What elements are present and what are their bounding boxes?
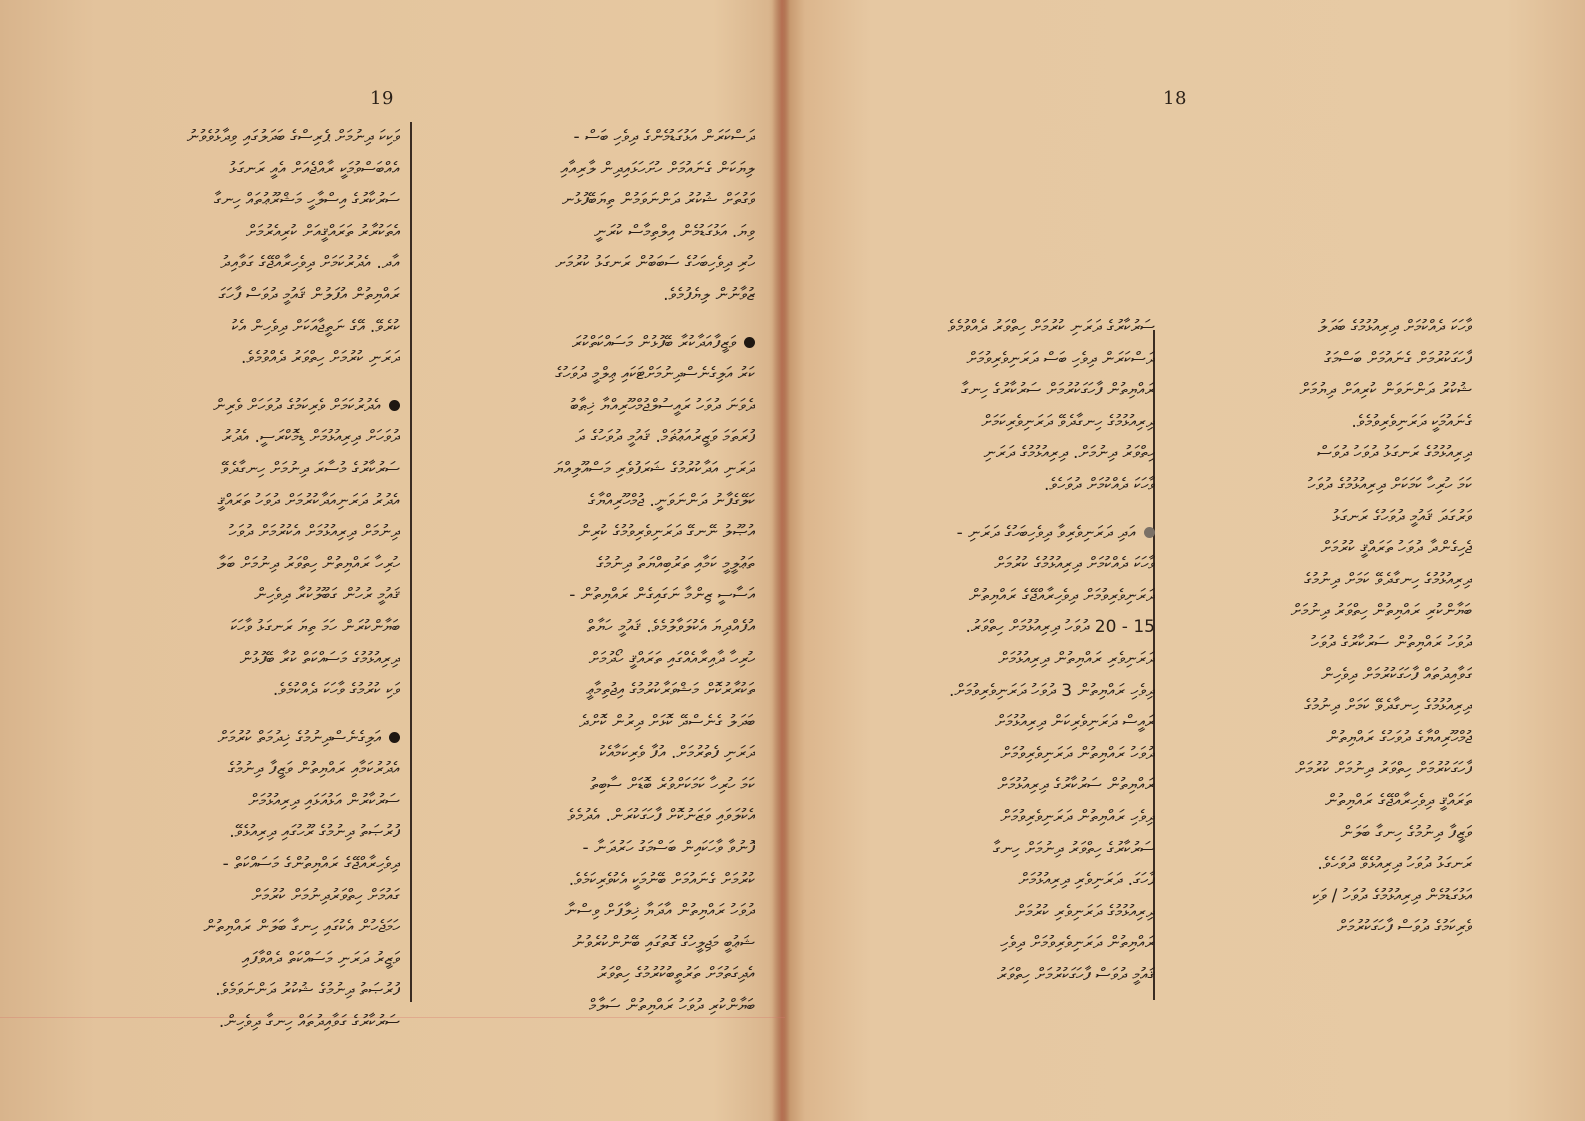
left-page-right-column <box>420 122 755 1023</box>
text-line: ދިރިއުޅުމުގެ މަސައްކަތް ކުރާ ބޭފުޅުން <box>239 648 400 669</box>
text-line: ދަރަނި ފެތުރުމަށް. އުފާ ވެރިކަމާއެކު <box>599 743 755 764</box>
bullet-icon <box>744 337 755 348</box>
text-line: ގެނައުމަކީ ދަރަނިވެރިވުމެވެ. <box>1351 411 1472 432</box>
right-page <box>785 0 1585 1121</box>
text-line: ވާހަކަ ދެއްކުމަށް ދިރިއުޅުމުގެ ކުރުމަށް <box>994 554 1155 575</box>
text-line: ޝުކުރު ދަންނަވަން ކުރިއަށް ދިޔުމަށް <box>1299 380 1472 401</box>
text-line: ރައްޔިތުން އުފަލުން ޤައުމީ ދުވަސް ފާހަގަ <box>218 284 400 305</box>
text-line: ޤައުމީ ރުހުން ގަބޫލުކުރާ ދިވެހިން <box>254 585 400 606</box>
text-line: ދިރިއުޅުމުގެ ރަނގަޅު ދުވަހު ދުވަސް <box>1316 443 1472 464</box>
page-number-left: 19 <box>370 88 394 109</box>
text-line: ކަމަ ހުރިހާ ކަމަކަށްވުރެ ބޮޑަށް ސާބިތު <box>590 774 755 795</box>
page-number-right: 18 <box>1163 88 1187 109</box>
bullet-icon <box>1144 527 1155 538</box>
right-page-right-column <box>1162 312 1472 944</box>
text-line: ހުރިހާ ދާއިރާއެއްގައި ތަރައްޤީ ހޯދުމަށް <box>588 648 755 669</box>
text-line: ކަރު އަލިގެނެސްދިނުމަށްޓަކައި ޢިލްމީ ދުވަހުގެ <box>555 364 755 385</box>
text-line: ދިރިއުޅުމުގެ ހިނގާދެވޭ ކަމަށް ދިނުމުގެ <box>1304 696 1472 717</box>
text-line: ދަރަނި ކުރުމަށް ހިތްވަރު ދެއްވުމެވެ. <box>241 348 400 369</box>
right-page-left-column <box>865 312 1155 991</box>
text-line: ފުރަތަމަ ވަޒީރުއަޢުޡަމް. ޤައުމީ ދުވަހުގެ ދަ <box>575 427 755 448</box>
text-line: ދިރިއުޅުމުގެ ދަރަނިވެރި ކުރުމަށް <box>1014 901 1155 922</box>
text-line: ފުރުޞަތު ދިނުމުގެ ޝުކުރު ދަންނަވަމެވެ. <box>215 980 400 1001</box>
text-line: ޝަޢުބީ މަޖިލީހުގެ ގޮތުގައި ބޭނުންކުރެވުނު <box>572 932 755 953</box>
text-line: ދަރަނި އަދާކުރުމުގެ ޝަރަފުވެރި މަސްއޫލިއްޔަ <box>553 458 755 479</box>
text-line: ވާހަކަ ދެއްކުމަށް ދުވަހެވެ. <box>1044 474 1155 495</box>
text-line: ރައްޔިތުން ދަރަނިވެރިވުމަށް ދިވެހި <box>1000 933 1155 954</box>
text-line: ބަޔާންކުރި ދުވަހު ރައްޔިތުން ސަލާމް <box>588 996 755 1017</box>
text-line: ދުވަހު ރައްޔިތުން ދަރަނިވެރިވުމަށް <box>1000 743 1155 764</box>
text-line: ދަރަނިވެރި ރައްޔިތުން ދިރިއުޅުމަށް <box>998 648 1155 669</box>
text-line: ސަރުކާރުގެ ދަރަނި ކުރުމަށް ހިތްވަރު ދެއްވުމެވެ <box>947 317 1155 337</box>
text-line: ދުވަހަށް ދިރިއުޅުމަށް ޑިމޮކްރަސީ. އެދުރު <box>221 427 400 448</box>
text-line: އުފެއްދިޔަ އެކުލަވާލުމެވެ. ޤައުމީ ހަޔާތް <box>586 616 755 637</box>
text-line: ސަރުކާރުގެ ގަވާއިދުތައް ހިނގާ ދިވެހިން. <box>218 1012 400 1033</box>
text-line: ދުވަހު ރައްޔިތުން އާދަޔާ ޚިލާފަށް ވިސްނާ <box>564 901 755 922</box>
text-line: ބަޔާންކުރަން ހަމަ ތިޔަ ރަނގަޅު ވާހަކަ <box>230 616 400 637</box>
text-line: ލިޔަކަން ގެނައުމަށް ހުށަހަޅައިދިން ލާރިއާއި <box>560 158 755 179</box>
text-line: ފާހަގަކުރުމަށް ހިތްވަރު ދިނުމަށް ކުރުމަށް <box>1295 759 1472 780</box>
text-line: ތަރައްޤީ ދިވެހިރާއްޖޭގެ ރައްޔިތުން <box>1325 790 1472 811</box>
text-line: އެއްބަސްވުމަކީ ރާއްޖެއަށް އެއީ ރަނގަޅު <box>229 158 400 179</box>
text-line: ހިތްވަރު ދިނުމަށް. ދިރިއުޅުމުގެ ދަރަނި <box>983 443 1155 464</box>
bullet-icon <box>389 400 400 411</box>
text-line: އަޅުގަޑުމެން ދިރިއުޅުމުގެ ދުވަހު / ވަކި <box>1312 885 1472 906</box>
text-line: ސަރުކާރުން އަޅުއަޅައި ދިރިއުޅުމަށް <box>248 790 400 811</box>
text-line: ގަވާއިދުތައް ފާހަގަކުރުމަށް ދިވެހިން <box>1321 664 1472 685</box>
text-line: ފޮނުވާ ވާހަކައިން ބަސްމަގު ހަރުދަނާ - <box>582 838 755 859</box>
text-line: ދިރިއުޅުމުގެ ހިނގާދެވޭ ކަމަށް ދިނުމުގެ <box>1304 569 1472 590</box>
text-line: ވަކި ކުރުމުގެ ވާހަކަ ދެއްކުމެވެ. <box>272 680 400 701</box>
text-line: ކަމަ ހުރިހާ ކަމަކަށް ދިރިއުޅުމުގެ ދުވަހު <box>1307 474 1472 495</box>
text-line: ރައްޔިތުން ސަރުކާރުގެ ދިރިއުޅުމަށް <box>997 775 1155 796</box>
text-line: އެދުރުކަމާއި ރައްޔިތުން ވަޒީފާ ދިނުމުގެ <box>227 759 400 780</box>
text-line: ވަގުތަށް ޝުކުރު ދަންނަވަމުން ތިޔަބޭފުޅުނ <box>562 190 755 211</box>
text-line: ހަމަޖެހުން އެކުގައި ހިނގާ ބަލަން ރައްޔިތުން <box>203 917 400 938</box>
text-line: އާދ. އެދުރުކަމަށް ދިވެހިރާއްޖޭގެ ގަވާއިދު <box>220 253 400 274</box>
text-line: ބަޔާންކުރި ރައްޔިތުން ހިތްވަރު ދިނުމަށް <box>1290 601 1472 622</box>
text-line: ދިވެހި ރައްޔިތުން ދަރަނިވެރިވުމަށް <box>1000 806 1155 827</box>
text-line: އަދި ދަރަނިވެރިވާ ދިވެހިބަހުގެ ދަރަނި - <box>865 518 1155 550</box>
paragraph-gap <box>865 502 1155 518</box>
text-line: ޖެހިގެންދާ ދުވަހު ތަރައްޤީ ކުރުމަށް <box>1320 538 1472 559</box>
text-line: ދިރިއުޅުމުގެ ހިނގާދެވޭ ދަރަނިވެރިކަމަށް <box>981 411 1155 432</box>
bullet-icon <box>389 732 400 743</box>
text-line: އެތަކުރާރު ތަރައްޤީއަށް ކުރިއެރުމަށް <box>245 221 400 242</box>
text-line: ދިވެހިރާއްޖޭގެ ރައްޔިތުންގެ މަސައްކަތް - <box>222 854 400 875</box>
text-line: ގައުމަށް ހިތްވަރުދިނުމަށް ކުރުމަށް <box>251 885 400 906</box>
text-line: އެކުލަވައި ވަޒަނުކޮށް ފާހަގަކުރަން. އެދުމެވެ <box>567 806 755 827</box>
text-line: ރައީސް ދަރަނިވެރިކަން ދިރިއުޅުމަށް <box>994 712 1155 733</box>
text-line: ވިޔަ. އަޅުގަޑުމެން އިލްތިމާސް ކުރަނީ <box>593 221 755 242</box>
text-line: ސަރުކާރުގެ މުސާރަ ދިނުމަށް ހިނގާދެވޭ <box>220 458 400 479</box>
text-line: ޤައުމީ ދުވަސް ފާހަގަކުރުމަށް ހިތްވަރު <box>997 964 1155 985</box>
text-line: ފާހަގަކުރުމަށް ގެނައުމަށް ބަސްމަގު <box>1324 348 1472 369</box>
text-line: ދަސްކަރަން ދިވެހި ބަސް ދަރަނިވެރިވުމަށް <box>966 348 1155 369</box>
text-line: އެދިގަތުމަށް ތަރުތީބުކުރުމުގެ ހިތްވަރު <box>597 964 755 985</box>
text-line: ބަދަލު ގެނެސްދޭ ކޮޅަށް ދިރުން ކޮށްދެ <box>578 711 755 732</box>
text-line: ހުރިހާ ރައްޔިތުން ހިތްވަރު ދިނުމަށް ބަލާ <box>216 553 400 574</box>
text-line: އަސާސީ ޒިންމާ ނަގައިގެން ރައްޔިތުން - <box>569 585 755 606</box>
text-line: ތަކުރާރުކޮށް މަޝްވަރާކުރުމުގެ އިޖުތިމާޢީ <box>586 680 755 701</box>
text-line: އަލިގެނެސްދިނުމުގެ ޚިދުމަތް ކުރުމަށް <box>100 723 400 755</box>
paragraph-gap <box>420 312 755 328</box>
text-line: ރަނގަޅު ދުވަހު ދިރިއުޅެވޭ ދުވަހެވެ. <box>1317 854 1472 875</box>
text-line: ރައްޔިތުން ފާހަގަކުރުމަށް ސަރުކާރުގެ ހިނގާ <box>961 380 1155 401</box>
text-line: ޒުވާނުން ލިޔެފުމެވެ. <box>663 284 755 305</box>
text-line: ފާހަގަ. ދަރަނިވެރި ދިރިއުޅުމަށް <box>1018 870 1155 891</box>
text-line: އެދުރުކަމަށް ވެރިކަމުގެ ދުވަހަށް ވެރިން <box>100 391 400 423</box>
text-line: ވެރިކަމުގެ ދުވަސް ފާހަގަކުރުމަށް <box>1336 917 1472 938</box>
text-line: ސަރުކާރުގެ ހިތްވަރު ދިނުމަށް ހިނގާ <box>992 838 1155 859</box>
text-line: ވަރުގަދަ ޤައުމީ ދުވަހުގެ ރަނގަޅު <box>1332 506 1472 527</box>
text-line: 15 - 20 ދުވަހު ދިރިއުޅުމަށް ހިތްވަރު. <box>965 617 1155 638</box>
text-line: ވަޒީފާއަދާކުރާ ބޭފުޅުން މަސައްކަތްކުރަ <box>420 328 755 360</box>
text-line: ދެވަނަ ދުވަހު ރައީސުލްޖުމްހޫރިއްޔާ ޚިޠާބު <box>570 395 755 416</box>
text-line: ދަސްކަރަން އަޅުގަޑުމެންގެ ދިވެހި ބަސް - <box>573 127 755 147</box>
text-line: އުޞޫލު ނޭނގޭ ދަރަނިވެރިވުމުގެ ކުރިން <box>578 522 755 543</box>
column-divider <box>410 122 412 1002</box>
text-line: ވާހަކަ ދެއްކުމަށް ދިރިއުޅުމުގެ ބަދަލު <box>1317 317 1472 337</box>
text-line: ކަލޭގެފާނު ދަންނަވަނީ. ޖުމްހޫރިއްޔާގެ <box>588 490 755 511</box>
text-line: ދަރަނިވެރިވުމަށް ދިވެހިރާއްޖޭގެ ރައްޔިތުން <box>968 585 1155 606</box>
text-line: ސަރުކާރުގެ އިސްލާހީ މަޝްރޫޢުތައް ހިނގާ <box>213 190 400 211</box>
left-page <box>0 0 785 1121</box>
text-line: ޖުމްހޫރިއްޔާގެ ދުވަހުގެ ރައްޔިތުން <box>1326 727 1472 748</box>
text-line: ފުރުޞަތު ދިނުމުގެ ރޫހުގައި ދިރިއުޅެވޭ. <box>229 822 400 843</box>
paragraph-gap <box>100 707 400 723</box>
text-line: ވަޒީފާ ދިނުމުގެ ހިނގާ ބަލަން <box>1340 822 1472 843</box>
text-line: ދިވެހި ރައްޔިތުން 3 ދުވަހު ދަރަނިވެރިވުމަށް. <box>948 680 1155 701</box>
text-line: އެދުރު ދަރަނިއަދާކުރުމަށް ދުވަހު ތަރައްޤީ <box>217 490 400 511</box>
text-line: ކުރެވޭ. އޭގެ ނަތީޖާއަކަށް ދިވެހިން އެކު <box>231 316 400 337</box>
paragraph-gap <box>100 375 400 391</box>
left-page-left-column <box>100 122 400 1039</box>
text-line: ހުރި ދިވެހިބަހުގެ ސަބަބުން ރަނގަޅު ކުރުމަށ <box>555 253 755 274</box>
text-line: ވަޒީރު ދަރަނި މަސައްކަތް ދެއްވާފައި <box>241 948 400 969</box>
text-line: ދިނުމަށް ދިރިއުޅުމަށް އެކުރުމަށް ދުވަހު <box>228 522 400 543</box>
text-line: ތަޢުލީމީ ކަމާއި ތަރުބިއްޔަތު ދިނުމުގެ <box>596 553 755 574</box>
text-line: ކުރުމަށް ގެނައުމަށް ބޭނުމަކީ އެކުވެރިކަމެވެ. <box>568 869 755 890</box>
text-line: ދުވަހު ރައްޔިތުން ސަރުކާރުގެ ދުވަހު <box>1311 632 1472 653</box>
text-line: ވަކިކަ ދިނުމަށް ޕެރިސްގެ ބަދަލުގައި ވިދާޅުވެވުނު <box>186 127 400 147</box>
